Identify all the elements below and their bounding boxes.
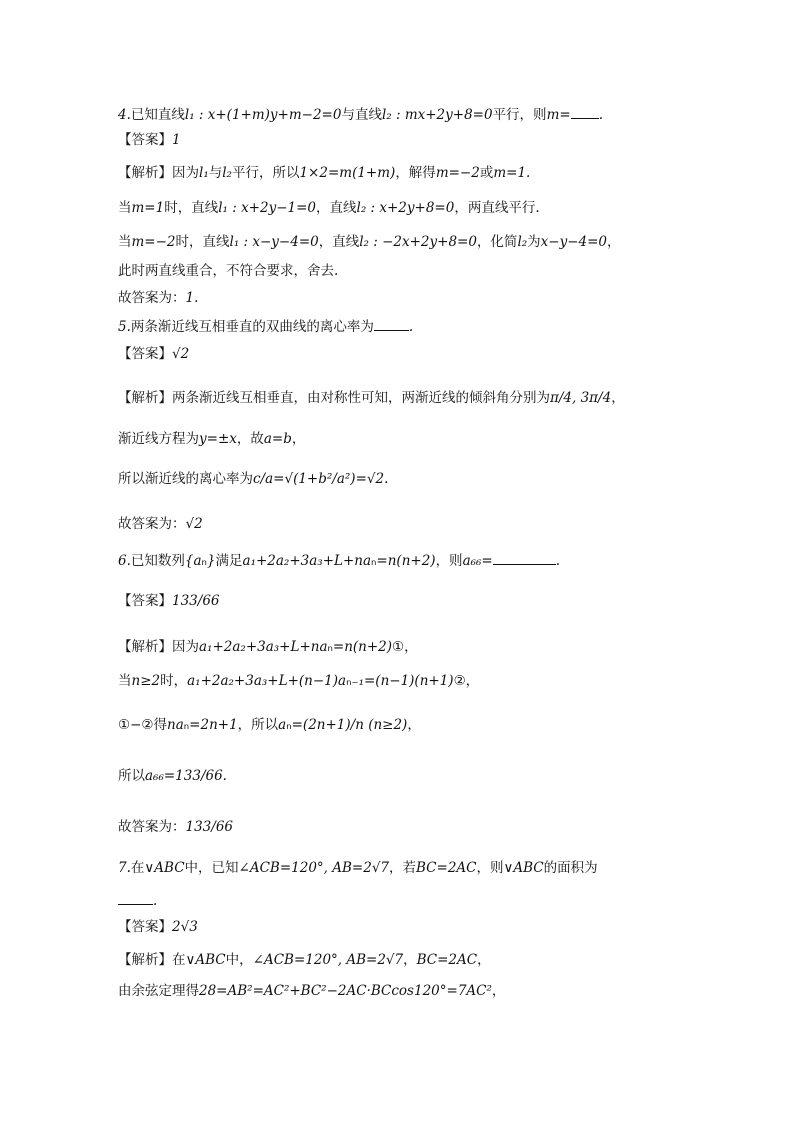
q5-solution-1: 【解析】两条渐近线互相垂直，由对称性可知，两渐近线的倾斜角分别为π/4, 3π/4， [118,390,625,406]
q4-line: 4.已知直线l₁ : x+(1+m)y+m−2=0与直线l₂ : mx+2y+8=0平行，则m= . [118,104,603,124]
q6-answer: 【答案】133/66 [118,593,220,609]
q6-solution-2: 当n≥2时，a₁+2a₂+3a₃+L+(n−1)aₙ₋₁=(n−1)(n+1)②， [118,673,480,689]
q4-final: 故答案为：1. [118,290,199,306]
q7-line: 7.在∨ABC中，已知∠ACB=120°, AB=2√7，若BC=2AC，则∨ABC的面积为 [118,860,598,876]
q4-solution-3: 当m=−2时，直线l₁ : x−y−4=0，直线l₂ : −2x+2y+8=0，化简l₂为x−y−4=0， [118,234,621,250]
q5-solution-3: 所以渐近线的离心率为c/a=√(1+b²/a²)=√2. [118,471,389,487]
q4-answer: 【答案】1 [118,132,181,148]
q5-solution-2: 渐近线方程为y=±x，故a=b， [118,431,306,447]
q6-solution-3: ①−②得naₙ=2n+1，所以aₙ=(2n+1)/n (n≥2)， [118,717,421,733]
q7-answer: 【答案】2√3 [118,919,198,935]
q6-solution-4: 所以a₆₆=133/66. [118,768,227,784]
q4-solution-1: 【解析】因为l₁与l₂平行，所以1×2=m(1+m)，解得m=−2或m=1. [118,165,531,181]
q5-final: 故答案为：√2 [118,516,203,532]
q6-line: 6.已知数列{aₙ}满足a₁+2a₂+3a₃+L+naₙ=n(n+2)，则a₆₆= . [118,550,560,570]
q7-solution-2: 由余弦定理得28=AB²=AC²+BC²−2AC·BCcos120°=7AC²， [118,983,506,999]
q7-blank: . [118,890,157,910]
q5-answer: 【答案】√2 [118,346,190,362]
q6-final: 故答案为：133/66 [118,819,233,835]
q4-solution-2: 当m=1时，直线l₁ : x+2y−1=0，直线l₂ : x+2y+8=0，两直线平行. [118,200,540,216]
q4-solution-4: 此时两直线重合，不符合要求，舍去. [118,263,339,279]
q7-solution-1: 【解析】在∨ABC中，∠ACB=120°, AB=2√7，BC=2AC， [118,952,491,968]
q6-solution-1: 【解析】因为a₁+2a₂+3a₃+L+naₙ=n(n+2)①， [118,639,418,655]
q5-line: 5.两条渐近线互相垂直的双曲线的离心率为 . [118,316,413,336]
